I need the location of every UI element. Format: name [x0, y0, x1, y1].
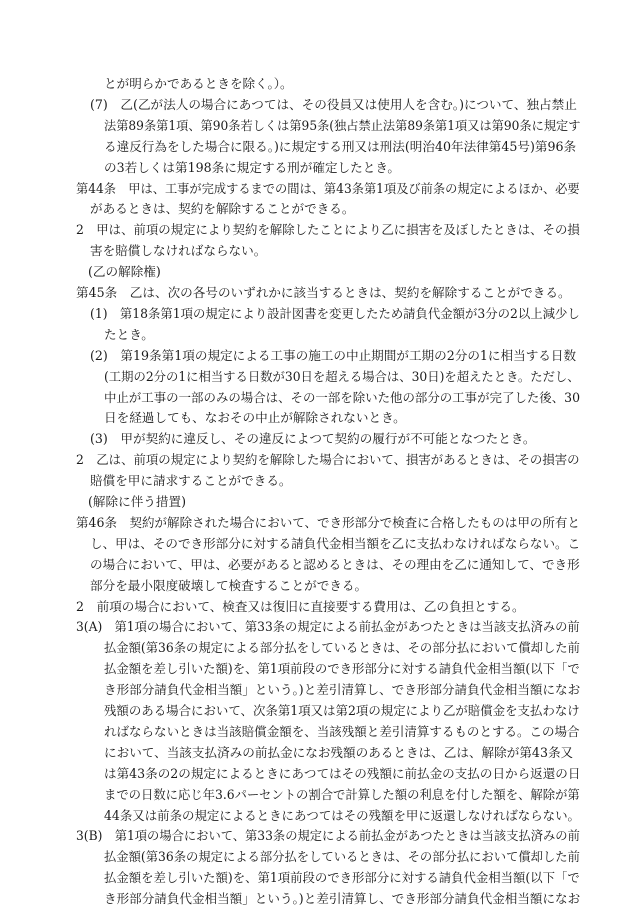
text-line: 払金額(第36条の規定による部分払をしているときは、その部分払において償却した前 — [104, 640, 580, 656]
text-line: 中止が工事の一部のみの場合は、その一部を除いた他の部分の工事が完了した後、30 — [104, 389, 580, 405]
article-heading-44: 第44条 甲は、工事が完成するまでの間は、第43条第1項及び前条の規定によるほか、必要 — [76, 180, 580, 196]
text-line: の3若しくは第198条に規定する刑が確定したとき。 — [104, 159, 401, 175]
text-line: において、当該支払済みの前払金になお残額のあるときは、乙は、解除が第43条又 — [104, 744, 574, 760]
article-heading-46: 第46条 契約が解除された場合において、でき形部分で検査に合格したものは甲の所有と — [76, 514, 580, 530]
text-line: 日を経過しても、なおその中止が解除されないとき。 — [104, 410, 406, 426]
text-line: 払金額を差し引いた額)を、第1項前段のでき形部分に対する請負代金相当額(以下「で — [104, 661, 580, 677]
text-line: ればならないときは当該賠償金額を、当該残額と差引清算するものとする。この場合 — [104, 723, 580, 739]
text-line: 払金額(第36条の規定による部分払をしているときは、その部分払において償却した前 — [104, 849, 580, 865]
text-line: 部分を最小限度破壊して検査することができる。 — [90, 577, 368, 593]
text-line: は第43条の2の規定によるときにあつてはその残額に前払金の支払の日から返還の日 — [104, 765, 581, 781]
text-line: とが明らかであるときを除く。）。 — [104, 76, 293, 91]
text-line: き形部分請負代金相当額」という。)と差引清算し、でき形部分請負代金相当額になお — [104, 682, 581, 698]
text-line: 44条又は前条の規定によるときにあつてはその残額を甲に返還しなければならない。 — [104, 807, 580, 823]
text-line: があるときは、契約を解除することができる。 — [90, 201, 355, 217]
text-line: 法第89条第1項、第90条若しくは第95条(独占禁止法第89条第1項又は第90条に規定す — [104, 117, 581, 133]
text-line: 3(B) 第1項の場合において、第33条の規定による前払金があつたときは当該支払済みの前 — [76, 828, 580, 844]
text-line: 2 甲は、前項の規定により契約を解除したことにより乙に損害を及ぼしたときは、その損 — [76, 222, 580, 238]
text-line: (1) 第18条第1項の規定により設計図書を変更したため請負代金額が3分の2以上減少し — [90, 305, 580, 321]
text-line: (工期の2分の1に相当する日数が30日を超える場合は、30日)を超えたとき。ただし、 — [104, 368, 580, 384]
text-line: (3) 甲が契約に違反し、その違反によつて契約の履行が不可能となつたとき。 — [90, 431, 536, 447]
text-line: (7) 乙(乙が法人の場合にあつては、その役員又は使用人を含む。)について、独占禁止 — [90, 96, 577, 112]
text-line: 3(A) 第1項の場合において、第33条の規定による前払金があつたときは当該支払済みの前 — [76, 619, 580, 635]
text-line: き形部分請負代金相当額」という。)と差引清算し、でき形部分請負代金相当額になお — [104, 891, 581, 907]
text-line: 害を賠償しなければならない。 — [90, 243, 267, 259]
text-line: 2 前項の場合において、検査又は復旧に直接要する費用は、乙の負担とする。 — [76, 598, 525, 614]
text-line: たとき。 — [104, 326, 154, 342]
text-line: 払金額を差し引いた額)を、第1項前段のでき形部分に対する請負代金相当額(以下「で — [104, 870, 580, 886]
text-line: までの日数に応じ年3.6パーセントの割合で計算した額の利息を付した額を、解除が第 — [104, 786, 580, 802]
article-heading-45: 第45条 乙は、次の各号のいずれかに該当するときは、契約を解除することができる。 — [76, 285, 571, 300]
text-line: る違反行為をした場合に限る。)に規定する刑又は刑法(明治40年法律第45号)第96条 — [104, 138, 577, 154]
section-caption: (解除に伴う措置) — [88, 494, 186, 509]
text-line: の場合において、甲は、必要があると認めるときは、その理由を乙に通知して、でき形 — [90, 556, 580, 572]
text-line: し、甲は、そのでき形部分に対する請負代金相当額を乙に支払わなければならない。こ — [90, 535, 581, 551]
section-caption: (乙の解除権) — [88, 264, 161, 280]
text-line: (2) 第19条第1項の規定による工事の施工の中止期間が工期の2分の1に相当する日数 — [90, 347, 577, 363]
text-line: 賠償を甲に請求することができる。 — [90, 473, 292, 489]
text-line: 残額のある場合において、次条第1項又は第2項の規定により乙が賠償金を支払わなけ — [104, 703, 580, 718]
text-line: 2 乙は、前項の規定により契約を解除した場合において、損害があるときは、その損害の — [76, 452, 580, 468]
